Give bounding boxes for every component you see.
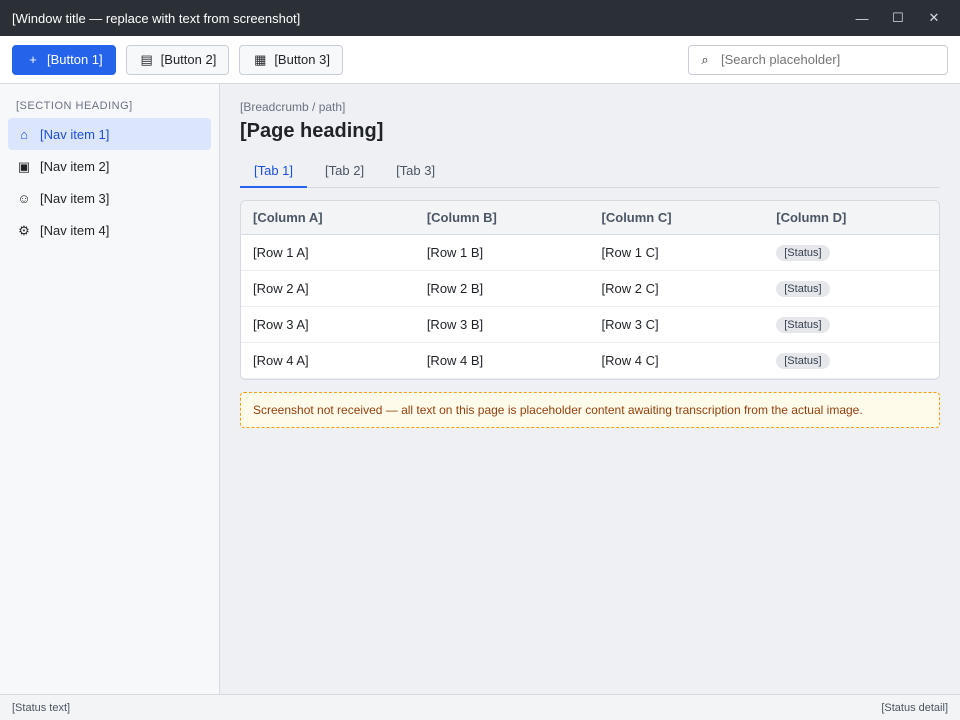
- minimize-button[interactable]: —: [855, 10, 869, 26]
- table-cell: [Row 3 A]: [241, 307, 415, 343]
- page-title: [Page heading]: [240, 120, 384, 142]
- table-cell: [Row 2 A]: [241, 271, 415, 307]
- open-button-label: [Button 2]: [160, 52, 217, 67]
- window-title: [Window title — replace with text from screenshot]: [12, 10, 301, 26]
- sidebar-item-label: [Nav item 2]: [40, 158, 110, 174]
- table-cell: [Row 4 B]: [415, 343, 590, 379]
- table-cell: [764, 271, 939, 307]
- open-button[interactable]: [126, 45, 230, 75]
- folder-open-icon: ▤: [140, 52, 153, 67]
- breadcrumb[interactable]: [Breadcrumb / path]: [240, 100, 346, 114]
- table-cell: [Row 1 C]: [590, 235, 765, 271]
- table-cell: [Row 1 A]: [241, 235, 415, 271]
- status-badge: [Status]: [776, 281, 829, 297]
- status-badge: [Status]: [776, 245, 829, 261]
- save-button-label: [Button 3]: [274, 52, 330, 67]
- column-header[interactable]: [Column B]: [415, 201, 590, 235]
- table-header-row: [241, 201, 939, 235]
- workspace: [0, 84, 960, 694]
- search-input[interactable]: [719, 51, 939, 68]
- sidebar-item-4[interactable]: [8, 214, 211, 246]
- column-header[interactable]: [Column D]: [764, 201, 939, 235]
- new-button[interactable]: [12, 45, 116, 75]
- plus-icon: +: [29, 52, 37, 67]
- tab-bar: [240, 155, 940, 188]
- column-header[interactable]: [Column C]: [590, 201, 765, 235]
- status-detail: [Status detail]: [881, 701, 948, 714]
- table-cell: [Row 2 B]: [415, 271, 590, 307]
- table-row[interactable]: [241, 235, 939, 271]
- main-content: [220, 84, 960, 694]
- new-button-label: [Button 1]: [47, 52, 103, 67]
- sidebar-item-3[interactable]: [8, 182, 211, 214]
- table-cell: [764, 343, 939, 379]
- save-button[interactable]: [239, 45, 343, 75]
- status-badge: [Status]: [776, 353, 829, 369]
- table-cell: [764, 307, 939, 343]
- gear-icon: ⚙: [18, 222, 30, 238]
- save-icon: ▦: [254, 52, 267, 67]
- folder-icon: ▣: [17, 158, 31, 174]
- status-bar: [0, 694, 960, 720]
- tab-1[interactable]: [Tab 1]: [240, 155, 307, 188]
- sidebar-heading: [SECTION HEADING]: [16, 100, 133, 112]
- tab-3[interactable]: [Tab 3]: [396, 163, 436, 178]
- title-bar: [0, 0, 960, 36]
- table-cell: [Row 4 A]: [241, 343, 415, 379]
- sidebar-item-1[interactable]: [8, 118, 211, 150]
- data-table-card: [240, 200, 940, 380]
- status-badge: [Status]: [776, 317, 829, 333]
- table-cell: [Row 3 B]: [415, 307, 590, 343]
- table-cell: [Row 4 C]: [590, 343, 765, 379]
- search-box[interactable]: [688, 45, 948, 75]
- tab-2[interactable]: [Tab 2]: [325, 163, 365, 178]
- sidebar-item-label: [Nav item 3]: [40, 190, 110, 206]
- maximize-button[interactable]: ☐: [892, 10, 904, 25]
- close-button[interactable]: ✕: [928, 10, 940, 25]
- sidebar: [0, 84, 220, 694]
- column-header[interactable]: [Column A]: [241, 201, 415, 235]
- status-text: [Status text]: [12, 701, 71, 714]
- sidebar-item-label: [Nav item 1]: [40, 126, 110, 142]
- table-row[interactable]: [241, 307, 939, 343]
- sidebar-item-2[interactable]: [8, 150, 211, 182]
- data-table: [241, 201, 939, 379]
- table-cell: [Row 2 C]: [590, 271, 765, 307]
- toolbar: [0, 36, 960, 84]
- window-controls: [848, 7, 948, 29]
- table-cell: [764, 235, 939, 271]
- sidebar-item-label: [Nav item 4]: [40, 222, 110, 238]
- home-icon: ⌂: [20, 126, 28, 142]
- table-cell: [Row 1 B]: [415, 235, 590, 271]
- search-icon: ⌕: [701, 52, 709, 67]
- table-row[interactable]: [241, 343, 939, 379]
- user-icon: ☺: [17, 190, 31, 206]
- table-row[interactable]: [241, 271, 939, 307]
- table-cell: [Row 3 C]: [590, 307, 765, 343]
- placeholder-notice: Screenshot not received — all text on this page is placeholder content awaiting transcription from the actual image.: [240, 392, 940, 428]
